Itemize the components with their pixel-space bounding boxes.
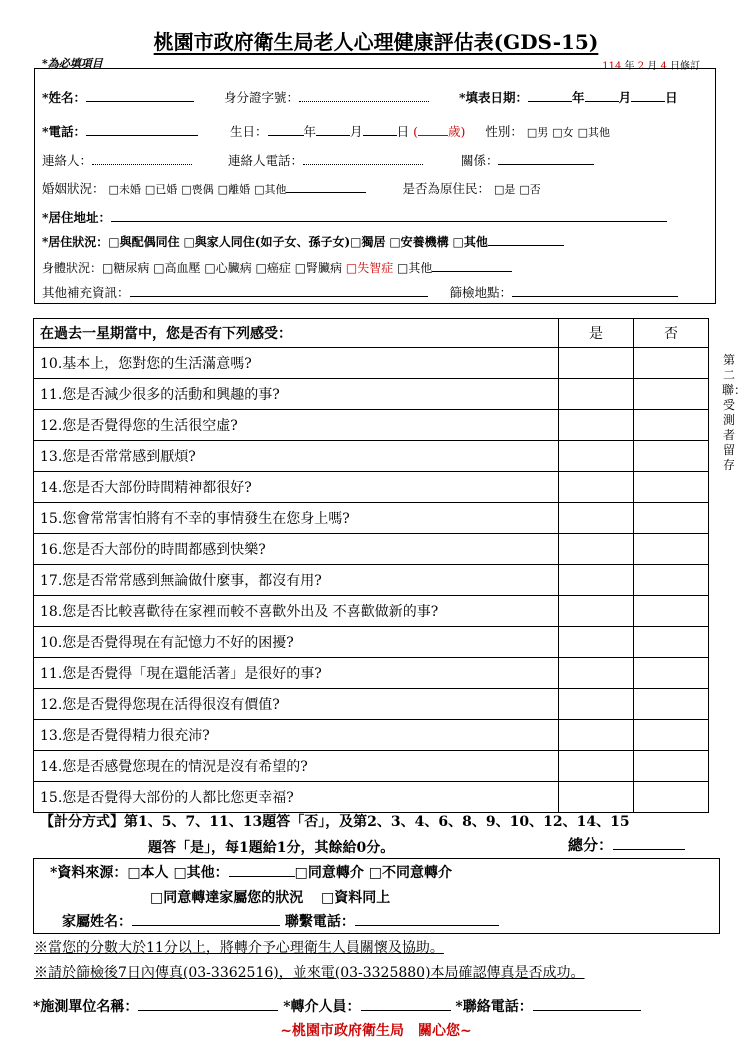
question-text: 18.您是否比較喜歡待在家裡而較不喜歡外出及 不喜歡做新的事? [34, 596, 559, 627]
agree-inform-family[interactable]: □同意轉達家屬您的狀況 [150, 890, 304, 906]
family-phone-label: 聯繫電話： [284, 914, 355, 930]
aboriginal-no[interactable]: □否 [519, 183, 541, 196]
same-as-above[interactable]: □資料同上 [320, 890, 391, 906]
answer-yes-cell[interactable] [559, 565, 634, 596]
gds-question-table [33, 318, 709, 813]
answer-no-cell[interactable] [634, 441, 709, 472]
living-institution[interactable]: □安養機構 [389, 235, 449, 249]
age-open: ( [413, 124, 418, 139]
source-other[interactable]: □其他： [173, 865, 229, 881]
answer-no-cell[interactable] [634, 503, 709, 534]
marital-other-field[interactable] [286, 180, 366, 193]
total-score [568, 834, 685, 855]
age-field[interactable] [418, 123, 448, 136]
health-other-field[interactable] [432, 259, 512, 272]
family-phone-field[interactable] [355, 913, 499, 926]
unit-label: *施測單位名稱： [33, 999, 139, 1015]
answer-yes-cell[interactable] [559, 658, 634, 689]
form-title: 桃園市政府衛生局老人心理健康評估表(GDS-15) [153, 30, 599, 54]
answer-no-cell[interactable] [634, 410, 709, 441]
name-field[interactable] [86, 89, 194, 102]
no-header: 否 [634, 319, 709, 348]
marital-single[interactable]: □未婚 [108, 183, 141, 196]
screen-site-label: 篩檢地點： [449, 285, 512, 300]
health-dementia[interactable]: □失智症 [345, 261, 394, 275]
answer-yes-cell[interactable] [559, 627, 634, 658]
question-text: 12.您是否覺得您的生活很空虛? [34, 410, 559, 441]
total-field[interactable] [613, 837, 685, 850]
answer-yes-cell[interactable] [559, 503, 634, 534]
birth-year-field[interactable] [268, 123, 304, 136]
row-other-info [42, 283, 678, 301]
birth-day-label: 日 [396, 124, 410, 139]
fill-date-label: *填表日期： [459, 90, 529, 105]
id-label: 身分證字號： [224, 90, 300, 105]
answer-yes-cell[interactable] [559, 348, 634, 379]
marital-other[interactable]: □其他 [254, 183, 287, 196]
aboriginal-label: 是否為原住民： [402, 181, 490, 196]
bottom-row [33, 996, 641, 1016]
question-text: 15.您是否覺得大部份的人都比您更幸福? [34, 782, 559, 813]
answer-no-cell[interactable] [634, 534, 709, 565]
address-field[interactable] [111, 209, 667, 222]
question-row [34, 503, 709, 534]
question-row [34, 658, 709, 689]
health-cancer[interactable]: □癌症 [255, 261, 291, 275]
question-row [34, 472, 709, 503]
birth-label: 生日： [230, 124, 268, 139]
revision-date: 114 年 2 月 4 日修訂 [602, 61, 700, 72]
answer-yes-cell[interactable] [559, 379, 634, 410]
fill-year-field[interactable] [528, 89, 572, 102]
answer-no-cell[interactable] [634, 596, 709, 627]
question-text: 14.您是否感覺您現在的情況是沒有希望的? [34, 751, 559, 782]
answer-no-cell[interactable] [634, 565, 709, 596]
question-text: 17.您是否常常感到無論做什麼事，都沒有用? [34, 565, 559, 596]
family-name-label: 家屬姓名： [62, 914, 132, 930]
answer-yes-cell[interactable] [559, 782, 634, 813]
other-info-label: 其他補充資訊： [42, 285, 130, 300]
note-referral-text: ※當您的分數大於11分以上，將轉介予心理衛生人員關懷及協助。 [34, 940, 444, 956]
source-row3 [62, 911, 499, 931]
copy-note: 第二聯：受測者留存 [722, 353, 747, 472]
note-referral [34, 937, 444, 957]
answer-no-cell[interactable] [634, 627, 709, 658]
answer-yes-cell[interactable] [559, 410, 634, 441]
screen-site-field[interactable] [512, 284, 678, 297]
disagree-referral[interactable]: □不同意轉介 [368, 865, 453, 881]
required-note: *為必填項目 [42, 57, 103, 70]
phone-label: *電話： [42, 124, 87, 139]
id-field[interactable] [299, 89, 429, 102]
table-header: 在過去一星期當中，您是否有下列感受： [34, 319, 559, 348]
year-label: 年 [572, 90, 585, 105]
question-text: 11.您是否覺得「現在還能活著」是很好的事? [34, 658, 559, 689]
relation-field[interactable] [498, 152, 594, 165]
answer-yes-cell[interactable] [559, 720, 634, 751]
scoring-method [40, 809, 630, 861]
row-health [42, 259, 512, 276]
source-self[interactable]: □本人 [127, 865, 169, 881]
health-hypertension[interactable]: □高血壓 [153, 261, 201, 275]
month-label: 月 [618, 90, 632, 105]
health-label: 身體狀況： [42, 261, 103, 275]
question-text: 10.您是否覺得現在有記憶力不好的困擾? [34, 627, 559, 658]
note-fax-text: ※請於篩檢後7日內傳真(03-3362516)，並來電(03-3325880)本局確認傳真是否成功。 [34, 965, 585, 981]
birth-year-label: 年 [303, 124, 317, 139]
marital-label: 婚姻狀況： [42, 181, 105, 196]
answer-no-cell[interactable] [634, 689, 709, 720]
aboriginal-yes[interactable]: □是 [493, 183, 516, 196]
agree-referral[interactable]: □同意轉介 [294, 865, 364, 881]
question-row [34, 689, 709, 720]
health-heart[interactable]: □心臟病 [204, 261, 252, 275]
unit-field[interactable] [138, 998, 278, 1011]
contact-phone-field[interactable] [303, 152, 423, 165]
answer-yes-cell[interactable] [559, 441, 634, 472]
row-marital [42, 179, 541, 197]
phone-field[interactable] [86, 123, 198, 136]
question-row [34, 751, 709, 782]
contact-phone-label: *聯絡電話： [455, 999, 533, 1015]
answer-no-cell[interactable] [634, 658, 709, 689]
question-row [34, 720, 709, 751]
question-text: 14.您是否大部份時間精神都很好? [34, 472, 559, 503]
gender-label: 性別： [485, 124, 523, 139]
answer-no-cell[interactable] [634, 379, 709, 410]
question-row [34, 379, 709, 410]
question-text: 13.您是否常常感到厭煩? [34, 441, 559, 472]
row-living [42, 233, 564, 250]
row-address [42, 208, 667, 226]
health-other[interactable]: □其他 [397, 261, 433, 275]
living-label: *居住狀況： [42, 235, 109, 249]
health-diabetes[interactable]: □糖尿病 [102, 261, 150, 275]
total-label: 總分： [568, 836, 614, 854]
health-kidney[interactable]: □腎臟病 [294, 261, 343, 275]
birth-day-field[interactable] [363, 123, 397, 136]
family-name-field[interactable] [132, 913, 280, 926]
living-alone[interactable]: □獨居 [350, 235, 386, 249]
marital-divorced[interactable]: □離婚 [217, 183, 251, 196]
other-info-field[interactable] [130, 284, 428, 297]
referrer-label: *轉介人員： [283, 999, 361, 1015]
marital-married[interactable]: □已婚 [144, 183, 178, 196]
answer-yes-cell[interactable] [559, 751, 634, 782]
fill-month-field[interactable] [585, 89, 619, 102]
question-text: 15.您會常常害怕將有不幸的事情發生在您身上嗎? [34, 503, 559, 534]
name-label: *姓名： [42, 90, 87, 105]
answer-no-cell[interactable] [634, 348, 709, 379]
address-label: *居住地址： [42, 210, 112, 225]
answer-yes-cell[interactable] [559, 596, 634, 627]
gender-male[interactable]: □男 [526, 126, 549, 139]
question-row [34, 534, 709, 565]
age-unit: 歲) [447, 124, 466, 139]
question-row [34, 627, 709, 658]
referrer-field[interactable] [361, 998, 451, 1011]
relation-label: 關係： [460, 153, 499, 168]
living-other[interactable]: □其他 [452, 235, 488, 249]
scoring-line1: 【計分方式】第1、5、7、11、13題答「否」，及第2、3、4、6、8、9、10、12、14、15 [40, 814, 630, 830]
source-label: *資料來源： [50, 865, 128, 881]
row-name [42, 88, 678, 106]
answer-no-cell[interactable] [634, 782, 709, 813]
living-other-field[interactable] [488, 233, 564, 246]
answer-no-cell[interactable] [634, 472, 709, 503]
answer-no-cell[interactable] [634, 751, 709, 782]
question-row [34, 441, 709, 472]
contact-phone-field[interactable] [533, 998, 641, 1011]
birth-month-field[interactable] [316, 123, 350, 136]
contact-field[interactable] [92, 152, 192, 165]
question-text: 12.您是否覺得您現在活得很沒有價值? [34, 689, 559, 720]
question-row [34, 565, 709, 596]
answer-yes-cell[interactable] [559, 472, 634, 503]
contact-label: 連絡人： [42, 153, 93, 168]
answer-no-cell[interactable] [634, 720, 709, 751]
day-label: 日 [665, 90, 678, 105]
question-row [34, 782, 709, 813]
table-header-row [34, 319, 709, 348]
note-fax [34, 962, 585, 982]
row-contact [42, 151, 594, 169]
row-phone [42, 122, 610, 140]
gender-female[interactable]: □女 [552, 126, 574, 139]
source-other-field[interactable] [229, 864, 295, 877]
question-row [34, 596, 709, 627]
question-text: 16.您是否大部份的時間都感到快樂? [34, 534, 559, 565]
living-spouse[interactable]: □與配偶同住 [108, 235, 180, 249]
question-text: 11.您是否減少很多的活動和興趣的事? [34, 379, 559, 410]
source-row2 [150, 887, 390, 907]
footer-slogan: ~桃園市政府衛生局 關心您~ [280, 1023, 472, 1039]
gender-other[interactable]: □其他 [577, 126, 610, 139]
question-text: 13.您是否覺得精力很充沛? [34, 720, 559, 751]
fill-day-field[interactable] [631, 89, 665, 102]
question-row [34, 410, 709, 441]
birth-month-label: 月 [350, 124, 363, 139]
source-row1 [50, 862, 452, 882]
yes-header: 是 [559, 319, 634, 348]
answer-yes-cell[interactable] [559, 689, 634, 720]
question-text: 10.基本上，您對您的生活滿意嗎? [34, 348, 559, 379]
scoring-line2: 題答「是」，每1題給1分，其餘給0分。 [148, 840, 395, 856]
contact-phone-label: 連絡人電話： [227, 153, 303, 168]
marital-widowed[interactable]: □喪偶 [181, 183, 214, 196]
question-row [34, 348, 709, 379]
living-family[interactable]: □與家人同住(如子女、孫子女) [183, 235, 351, 249]
answer-yes-cell[interactable] [559, 534, 634, 565]
